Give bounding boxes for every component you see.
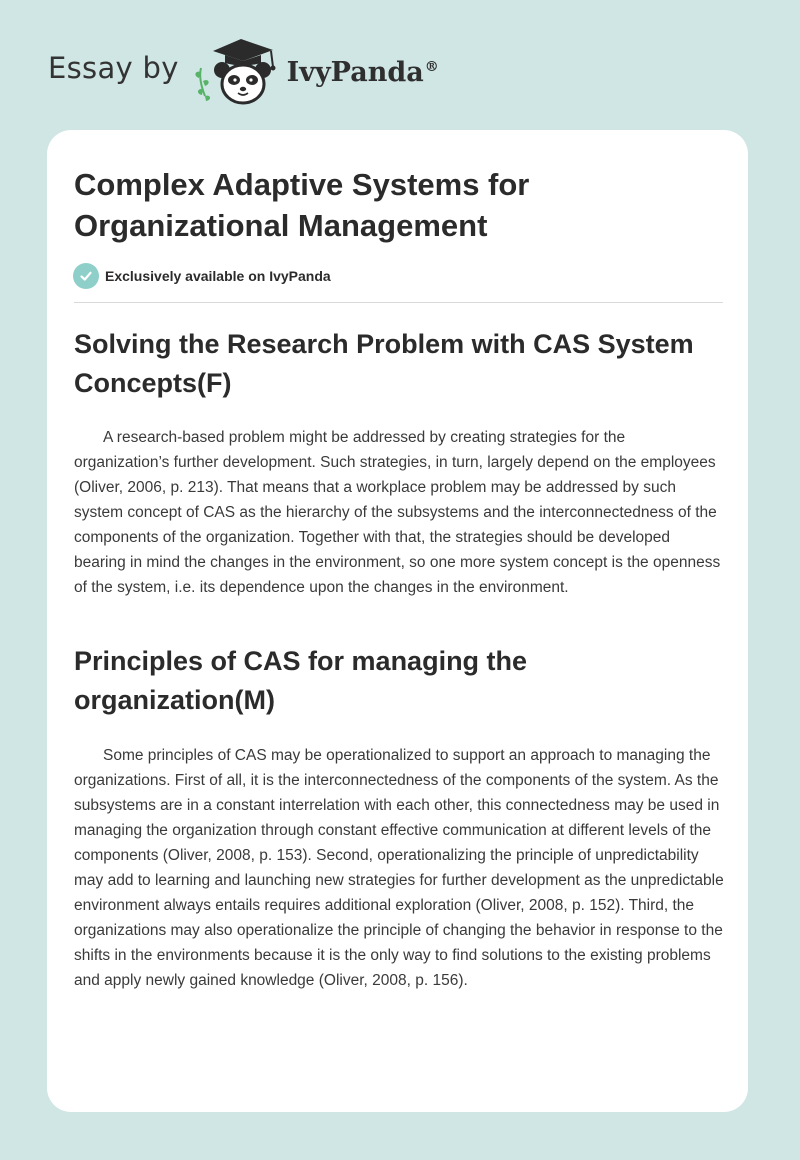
brand-name: IvyPanda®: [286, 56, 439, 88]
divider: [74, 302, 723, 303]
section-paragraph-research-problem: A research-based problem might be addressed by creating strategies for the organization’s further development. Such strategies, in turn, largely depend on the employees (Oliver, 2006, p. 213). That means that a workplace problem may be addressed by such system concept of CAS as the hierarchy of the subsystems and the interconnectedness of the components of the organization. Together with that, the strategies should be developed bearing in mind the changes in the environment, so one more system concept is the openness of the system, i.e. its dependence upon the changes in the environment.: [74, 429, 721, 596]
site-logo[interactable]: [48, 34, 439, 108]
panda-logo-icon: [191, 34, 283, 108]
page-title: Complex Adaptive Systems for Organizational Management: [74, 167, 530, 243]
section-heading-research-problem: Solving the Research Problem with CAS System Concepts(F): [74, 329, 694, 398]
registered-mark: ®: [424, 58, 439, 75]
essay-by-label: Essay by: [48, 51, 179, 85]
section-heading-cas-principles: Principles of CAS for managing the organization(M): [74, 646, 528, 715]
exclusive-badge: [73, 263, 331, 289]
checkmark-icon: [73, 263, 99, 289]
exclusive-label: Exclusively available on IvyPanda: [105, 268, 331, 284]
section-paragraph-cas-principles: Some principles of CAS may be operationalized to support an approach to managing the organizations. First of all, it is the interconnectedness of the components of the system. As the subsystems are in a constant interrelation with each other, this connectedness may be used in managing the organization through constant effective communication at different levels of the components (Oliver, 2008, p. 153). Second, operationalizing the principle of unpredictability may add to learning and launching new strategies for further development as the unpredictable environment always entails requires additional exploration (Oliver, 2008, p. 152). Third, the organizations may also operationalize the principle of changing the behavior in response to the shifts in the environments because it is the only way to find solutions to the existing problems and apply newly gained knowledge (Oliver, 2008, p. 156).: [74, 747, 724, 989]
essay-card: [47, 130, 748, 1112]
